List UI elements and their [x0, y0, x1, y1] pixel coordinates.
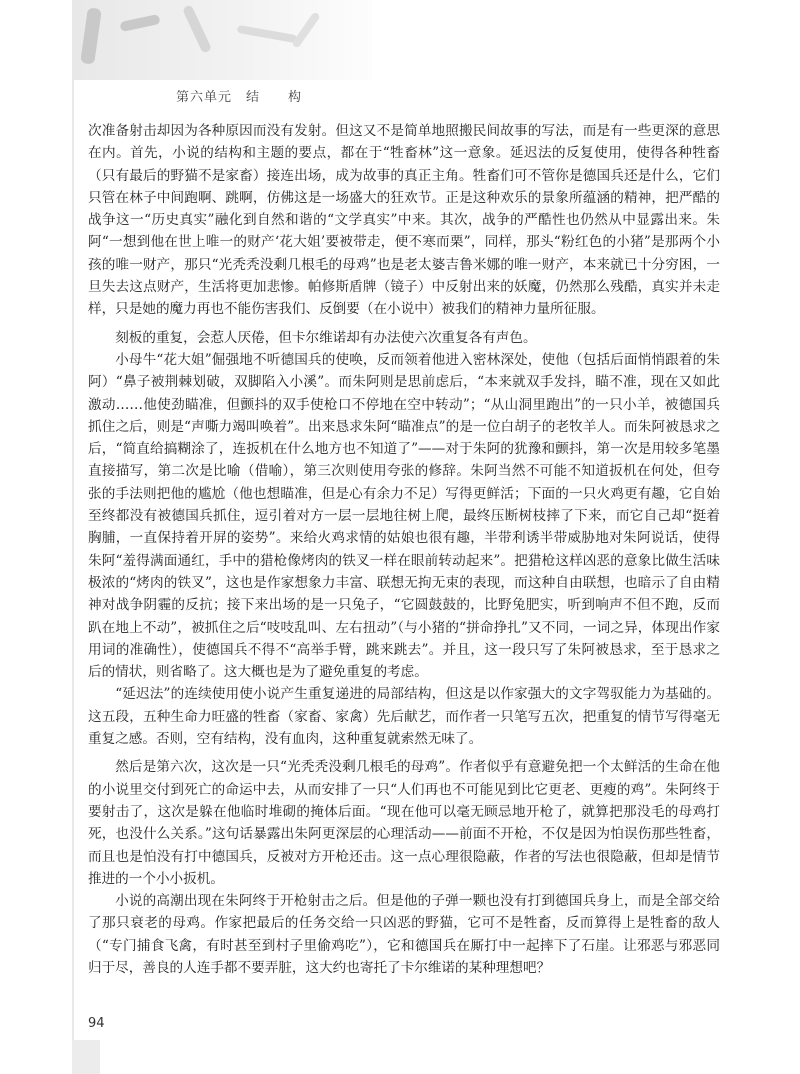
- body-text: [88, 120, 720, 979]
- header-illustration: [72, 0, 372, 80]
- page-number: 94: [88, 1016, 105, 1031]
- paragraph: 小说的高潮出现在朱阿终于开枪射击之后。但是他的子弹一颗也没有打到德国兵身上，而是全部交给了那只衰老的母鸡。作家把最后的任务交给一只凶恶的野猫，它可不是牲畜，反而算得上是牲畜的敌人（“专门捕食飞禽，有时甚至到村子里偷鸡吃”），它和德国兵在厮打中一起摔下了石崖。让邪恶与邪恶同归于尽，善良的人连手都不要弄脏，这大约也寄托了卡尔维诺的某种理想吧？: [88, 893, 720, 976]
- running-head: 第六单元 结 构: [176, 90, 303, 105]
- paragraph: 次准备射击却因为各种原因而没有发射。但这又不是简单地照搬民间故事的写法，而是有一些更深的意思在内。首先，小说的结构和主题的要点，都在于“牲畜林”这一意象。延迟法的反复使用，使得各种牲畜（只有最后的野猫不是家畜）接连出场，成为故事的真正主角。牲畜们可不管你是德国兵还是什么，它们只管在林子中间跑啊、跳啊，仿佛这是一场盛大的狂欢节。正是这种欢乐的景象所蕴涵的精神，把严酷的战争这一“历史真实”融化到自然和谐的“文学真实”中来。其次，战争的严酷性也仍然从中显露出来。朱阿“一想到他在世上唯一的财产‘花大姐’要被带走，便不寒而栗”，同样，那头“粉红色的小猪”是那两个小孩的唯一财产，那只“光秃秃没剩几根毛的母鸡”也是老太婆吉鲁米娜的唯一财产，本来就已十分穷困，一旦失去这点财产，生活将更加悲惨。帕修斯盾牌（镜子）中反射出来的妖魔，仍然那么残酷，真实并未走样，只是她的魔力再也不能伤害我们、反倒要（在小说中）被我们的精神力量所征服。: [88, 123, 720, 318]
- brush-stroke-graphic: [182, 4, 212, 54]
- brush-stroke-graphic: [237, 25, 297, 43]
- paragraph: 小母牛“花大姐”倔强地不听德国兵的使唤，反而领着他进入密林深处，使他（包括后面悄悄跟着的朱阿）“鼻子被荆棘划破，双脚陷入小溪”。而朱阿则是思前虑后，“本来就双手发抖，瞄不准，现在又如此激动……他使劲瞄准，但颤抖的双手使枪口不停地在空中转动”；“从山洞里跑出”的一只小羊，被德国兵抓住之后，则是“声嘶力竭叫唤着”。出来恳求朱阿“瞄准点”的是一位白胡子的老牧羊人。而朱阿被恳求之后，“简直给搞糊涂了，连扳机在什么地方也不知道了”——对于朱阿的犹豫和颤抖，第一次是用较多笔墨直接描写，第二次是比喻（借喻），第三次则使用夸张的修辞。朱阿当然不可能不知道扳机在何处，但夸张的手法则把他的尴尬（他也想瞄准，但是心有余力不足）写得更鲜活；下面的一只火鸡更有趣，它自始至终都没有被德国兵抓住，逗引着对方一层一层地往树上爬，最终压断树枝摔了下来，而它自己却“挺着胸脯，一直保持着开屏的姿势”。来给火鸡求情的姑娘也很有趣，半带利诱半带威胁地对朱阿说话，使得朱阿“羞得满面通红，手中的猎枪像烤肉的铁叉一样在眼前转动起来”。把猎枪这样凶恶的意象比做生活味极浓的“烤肉的铁叉”，这也是作家想象力丰富、联想无拘无束的表现，而这种自由联想，也暗示了自由精神对战争阴霾的反抗；接下来出场的是一只兔子，“它圆鼓鼓的，比野兔肥实，听到响声不但不跑，反而趴在地上不动”，被抓住之后“吱吱乱叫、左右扭动”（与小猪的“拼命挣扎”又不同，一词之异，体现出作家用词的准确性），使德国兵不得不“高举手臂，跳来跳去”。并且，这一段只写了朱阿被恳求，至于恳求之后的情状，则省略了。这大概也是为了避免重复的考虑。: [88, 351, 720, 681]
- page-corner-strip: [72, 1040, 100, 1074]
- paragraph: 然后是第六次，这次是一只“光秃秃没剩几根毛的母鸡”。作者似乎有意避免把一个太鲜活的生命在他的小说里交付到死亡的命运中去，从而安排了一只“人们再也不可能见到比它更老、更瘦的鸡”。朱阿终于要射击了，这次是躲在他临时堆砌的掩体后面。“现在他可以毫无顾忌地开枪了，就算把那没毛的母鸡打死，也没什么关系。”这句话暴露出朱阿更深层的心理活动——前面不开枪，不仅是因为怕误伤那些牲畜，而且也是怕没有打中德国兵，反被对方开枪还击。这一点心理很隐蔽，作者的写法也很隐蔽，但却是情节推进的一个小小扳机。: [88, 759, 720, 887]
- brush-stroke-graphic: [80, 7, 102, 64]
- paragraph: “延迟法”的连续使用使小说产生重复递进的局部结构，但这是以作家强大的文字驾驭能力为基础的。这五段，五种生命力旺盛的牲畜（家畜、家禽）先后献艺，而作者一只笔写五次，把重复的情节写得毫无重复之感。否则，空有结构，没有血肉，这种重复就索然无味了。: [88, 686, 720, 748]
- brush-stroke-graphic: [291, 11, 320, 48]
- paragraph: 刻板的重复，会惹人厌倦，但卡尔维诺却有办法使六次重复各有声色。: [115, 329, 537, 346]
- brush-stroke-graphic: [119, 14, 160, 32]
- page-margin-strip: [72, 80, 74, 1074]
